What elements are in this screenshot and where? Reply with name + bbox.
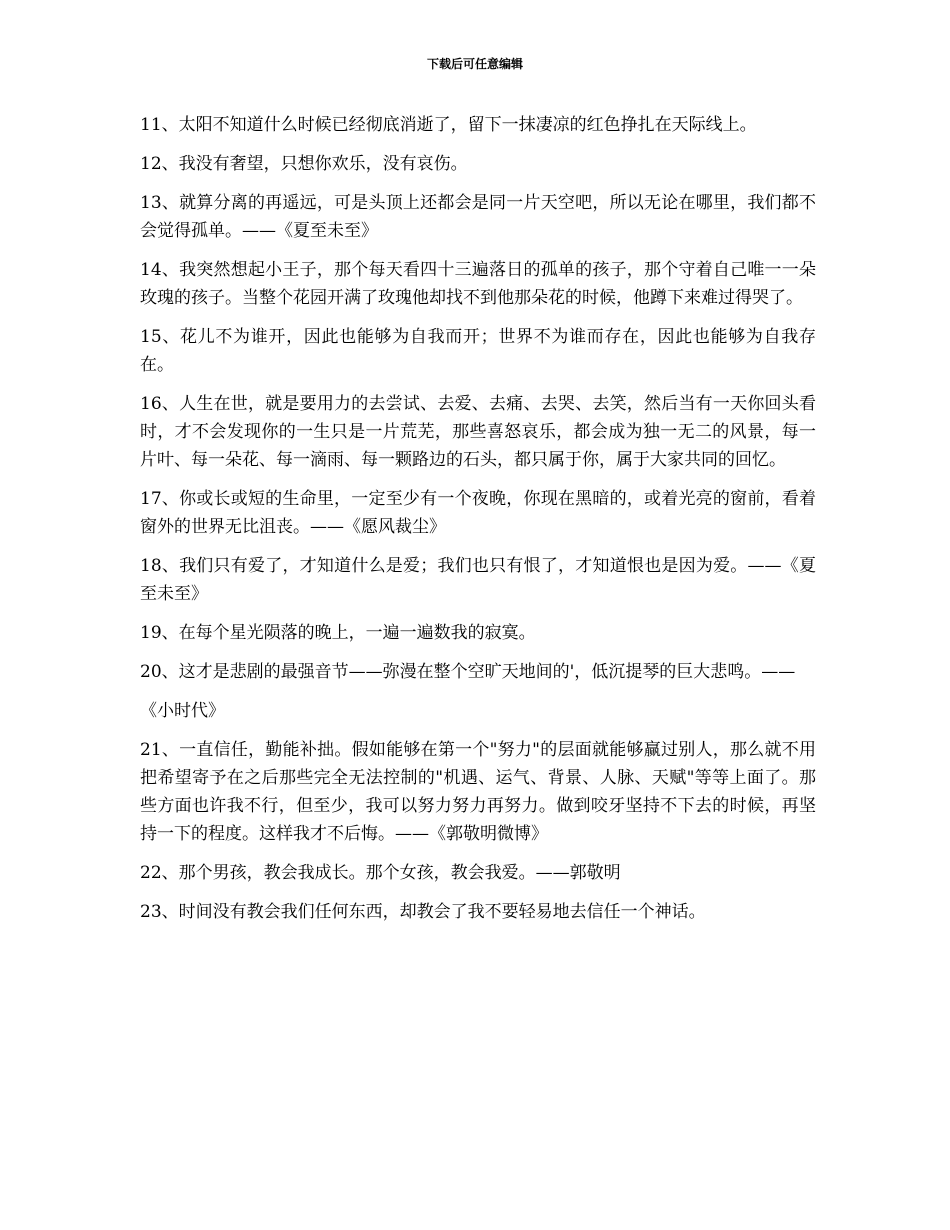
paragraph-20: 20、这才是悲剧的最强音节——弥漫在整个空旷天地间的'，低沉提琴的巨大悲鸣。—— <box>140 662 796 682</box>
paragraph-15: 15、花儿不为谁开，因此也能够为自我而开；世界不为谁而存在，因此也能够为自我存在。 <box>140 327 816 375</box>
paragraph-11: 11、太阳不知道什么时候已经彻底消逝了，留下一抹凄凉的红色挣扎在天际线上。 <box>140 115 757 135</box>
paragraph-20-source: 《小时代》 <box>140 701 225 721</box>
paragraph-13: 13、就算分离的再遥远，可是头顶上还都会是同一片天空吧，所以无论在哪里，我们都不会觉得孤单。——《夏至未至》 <box>140 193 816 241</box>
paragraph-14: 14、我突然想起小王子，那个每天看四十三遍落日的孤单的孩子，那个守着自己唯一一朵玫瑰的孩子。当整个花园开满了玫瑰他却找不到他那朵花的时候，他蹲下来难过得哭了。 <box>140 260 816 308</box>
document-body <box>140 111 816 937</box>
paragraph-21: 21、一直信任，勤能补拙。假如能够在第一个"努力"的层面就能够赢过别人，那么就不用把希望寄予在之后那些完全无法控制的"机遇、运气、背景、人脉、天赋"等等上面了。那些方面也许我不行，但至少，我可以努力努力再努力。做到咬牙坚持不下去的时候，再坚持一下的程度。这样我才不后悔。——《郭敬明微博》 <box>140 740 816 844</box>
paragraph-22: 22、那个男孩，教会我成长。那个女孩，教会我爱。——郭敬明 <box>140 863 621 883</box>
page-header: 下载后可任意编辑 <box>426 57 523 71</box>
paragraph-23: 23、时间没有教会我们任何东西，却教会了我不要轻易地去信任一个神话。 <box>140 902 706 922</box>
paragraph-19: 19、在每个星光陨落的晚上，一遍一遍数我的寂寞。 <box>140 623 536 643</box>
paragraph-17: 17、你或长或短的生命里，一定至少有一个夜晚，你现在黑暗的，或着光亮的窗前，看着窗外的世界无比沮丧。——《愿风裁尘》 <box>140 489 816 537</box>
paragraph-12: 12、我没有奢望，只想你欢乐，没有哀伤。 <box>140 154 468 174</box>
paragraph-18: 18、我们只有爱了，才知道什么是爱；我们也只有恨了，才知道恨也是因为爱。——《夏至未至》 <box>140 556 816 604</box>
paragraph-16: 16、人生在世，就是要用力的去尝试、去爱、去痛、去哭、去笑，然后当有一天你回头看时，才不会发现你的一生只是一片荒芜，那些喜怒哀乐，都会成为独一无二的风景，每一片叶、每一朵花、每一滴雨、每一颗路边的石头，都只属于你，属于大家共同的回忆。 <box>140 394 816 470</box>
